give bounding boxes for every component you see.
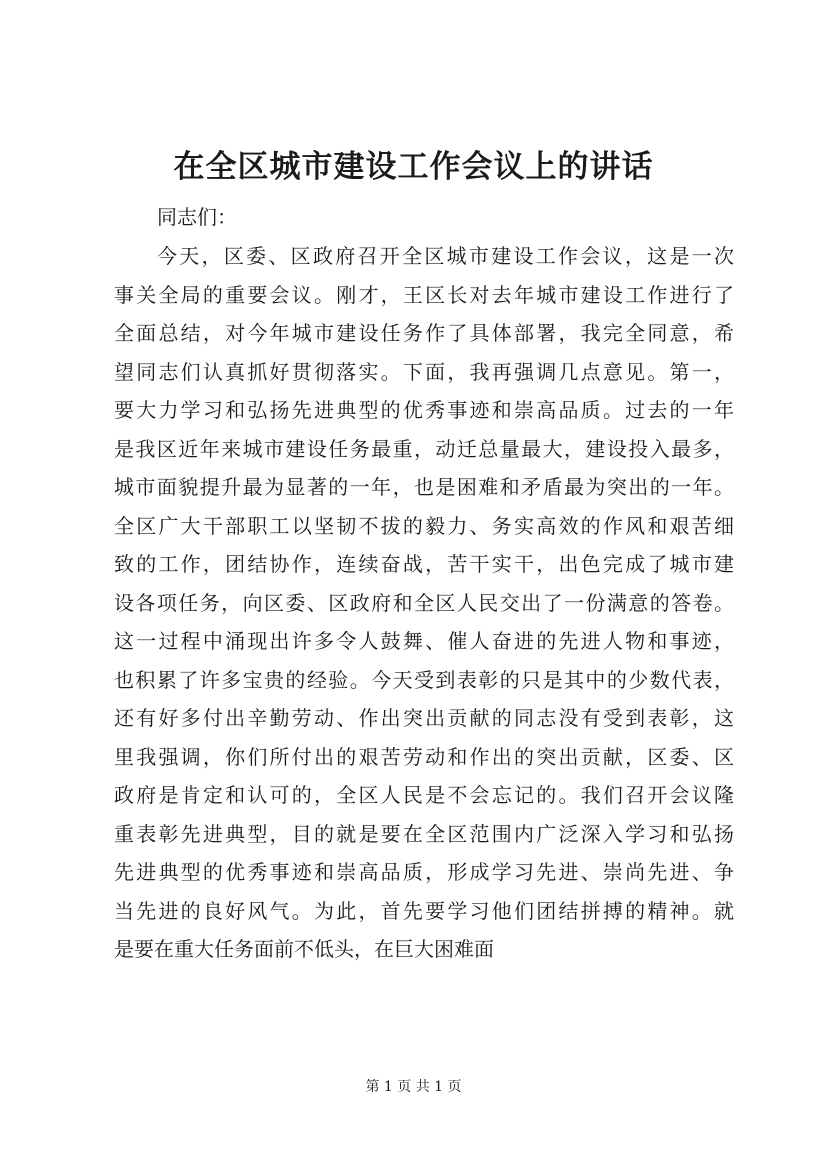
document-title: 在全区城市建设工作会议上的讲话 bbox=[173, 149, 654, 185]
page-number-footer: 第 1 页 共 1 页 bbox=[365, 1079, 462, 1095]
body-text bbox=[114, 237, 734, 969]
text-line: 今天，区委、区政府召开全区城市建设工作会议，这是一次 bbox=[157, 244, 734, 268]
text-line: 政府是肯定和认可的，全区人民是不会忘记的。我们召开会议隆 bbox=[114, 783, 734, 807]
text-line: 是要在重大任务面前不低头，在巨大困难面 bbox=[114, 937, 494, 961]
text-line: 城市面貌提升最为显著的一年，也是困难和矛盾最为突出的一年。 bbox=[114, 475, 734, 499]
text-line: 先进典型的优秀事迹和崇高品质，形成学习先进、崇尚先进、争 bbox=[114, 860, 734, 884]
text-line: 是我区近年来城市建设任务最重，动迁总量最大，建设投入最多， bbox=[114, 436, 734, 461]
text-line: 还有好多付出辛勤劳动、作出突出贡献的同志没有受到表彰，这 bbox=[114, 706, 734, 730]
text-line: 设各项任务，向区委、区政府和全区人民交出了一份满意的答卷。 bbox=[114, 590, 734, 615]
text-line: 要大力学习和弘扬先进典型的优秀事迹和崇高品质。过去的一年 bbox=[114, 398, 734, 422]
text-line: 这一过程中涌现出许多令人鼓舞、催人奋进的先进人物和事迹， bbox=[114, 629, 734, 653]
salutation: 同志们： bbox=[157, 205, 237, 229]
text-line: 全面总结，对今年城市建设任务作了具体部署，我完全同意，希 bbox=[114, 321, 734, 345]
text-line: 全区广大干部职工以坚韧不拔的毅力、务实高效的作风和艰苦细 bbox=[114, 513, 734, 538]
text-line: 重表彰先进典型，目的就是要在全区范围内广泛深入学习和弘扬 bbox=[114, 821, 734, 846]
text-line: 事关全局的重要会议。刚才，王区长对去年城市建设工作进行了 bbox=[114, 282, 734, 307]
text-line: 望同志们认真抓好贯彻落实。下面，我再强调几点意见。第一， bbox=[114, 359, 734, 384]
text-line: 当先进的良好风气。为此，首先要学习他们团结拼搏的精神。就 bbox=[114, 898, 734, 923]
text-line: 致的工作，团结协作，连续奋战，苦干实干，出色完成了城市建 bbox=[114, 552, 734, 576]
text-line: 里我强调，你们所付出的艰苦劳动和作出的突出贡献，区委、区 bbox=[114, 744, 734, 769]
text-line: 也积累了许多宝贵的经验。今天受到表彰的只是其中的少数代表， bbox=[114, 667, 734, 692]
